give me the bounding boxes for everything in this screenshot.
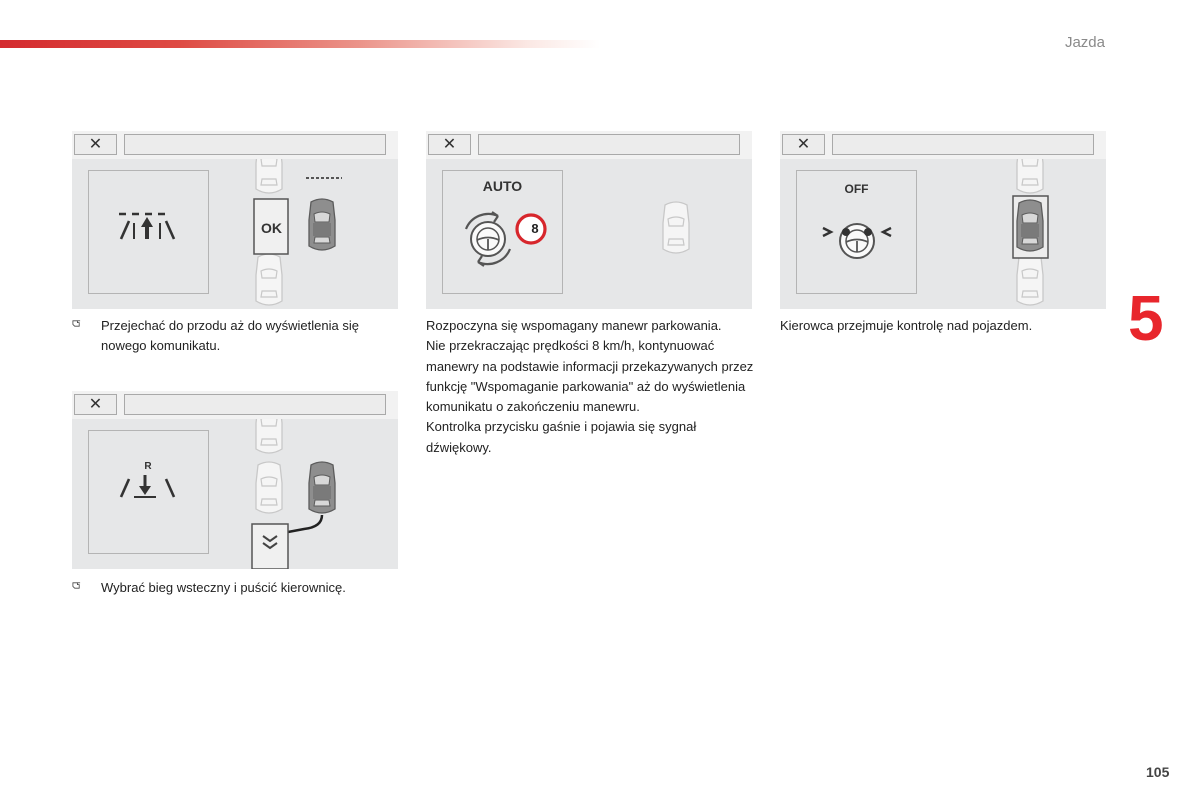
caption-forward-text: Przejechać do przodu aż do wyświetlenia się nowego komunikatu. <box>101 318 359 354</box>
parked-car-icon <box>256 419 282 453</box>
ok-indicator: OK <box>261 220 282 236</box>
auto-label: AUTO <box>482 178 523 194</box>
parking-slot <box>252 524 288 569</box>
trajectory-line <box>288 515 322 532</box>
page-number: 105 <box>1146 764 1170 780</box>
caption-reverse <box>72 578 402 598</box>
message-field <box>124 394 386 415</box>
screen-start-panel <box>426 131 752 309</box>
message-field <box>124 134 386 155</box>
caption-takeover <box>780 316 1110 336</box>
message-field <box>478 134 740 155</box>
close-icon[interactable]: ✕ <box>782 134 825 155</box>
own-car-icon <box>309 462 335 513</box>
gear-r-label: R <box>144 461 152 472</box>
parked-car-icon <box>1017 254 1043 305</box>
close-icon[interactable]: ✕ <box>74 394 117 415</box>
own-car-icon <box>1017 200 1043 251</box>
parked-car-icon <box>1017 159 1043 193</box>
parked-car-icon <box>256 462 282 513</box>
close-icon[interactable]: ✕ <box>428 134 471 155</box>
speed-limit-value: 8 <box>531 221 539 236</box>
caption-start-paragraph: Nie przekraczając prędkości 8 km/h, kontynuować manewry na podstawie informacji przekazywanych przez funkcję "Wspomaganie parkowania" aż do wyświetlenia komunikatu o zakończeniu manewru. <box>426 338 754 415</box>
caption-takeover-text: Kierowca przejmuje kontrolę nad pojazdem. <box>780 318 1033 333</box>
screen-reverse-panel <box>72 391 398 569</box>
caption-start <box>426 316 756 458</box>
header-accent-bar <box>0 40 600 48</box>
car-top-view-icon <box>663 202 689 253</box>
caption-start-paragraph: Rozpoczyna się wspomagany manewr parkowania. <box>426 318 722 333</box>
caption-forward <box>72 316 392 357</box>
pointing-hand-icon <box>72 581 81 590</box>
caption-reverse-text: Wybrać bieg wsteczny i puścić kierownicę. <box>101 580 346 595</box>
close-icon[interactable]: ✕ <box>74 134 117 155</box>
off-label: OFF <box>844 182 869 196</box>
screen-forward-panel <box>72 131 398 309</box>
parked-car-icon <box>256 159 282 193</box>
section-title: Jazda <box>1064 34 1105 51</box>
caption-start-paragraph: Kontrolka przycisku gaśnie i pojawia się sygnał dźwiękowy. <box>426 419 697 455</box>
message-field <box>832 134 1094 155</box>
screen-takeover-panel <box>780 131 1106 309</box>
chapter-number: 5 <box>1128 282 1164 354</box>
pointing-hand-icon <box>72 319 81 328</box>
parked-car-icon <box>256 254 282 305</box>
own-car-icon <box>309 199 335 250</box>
